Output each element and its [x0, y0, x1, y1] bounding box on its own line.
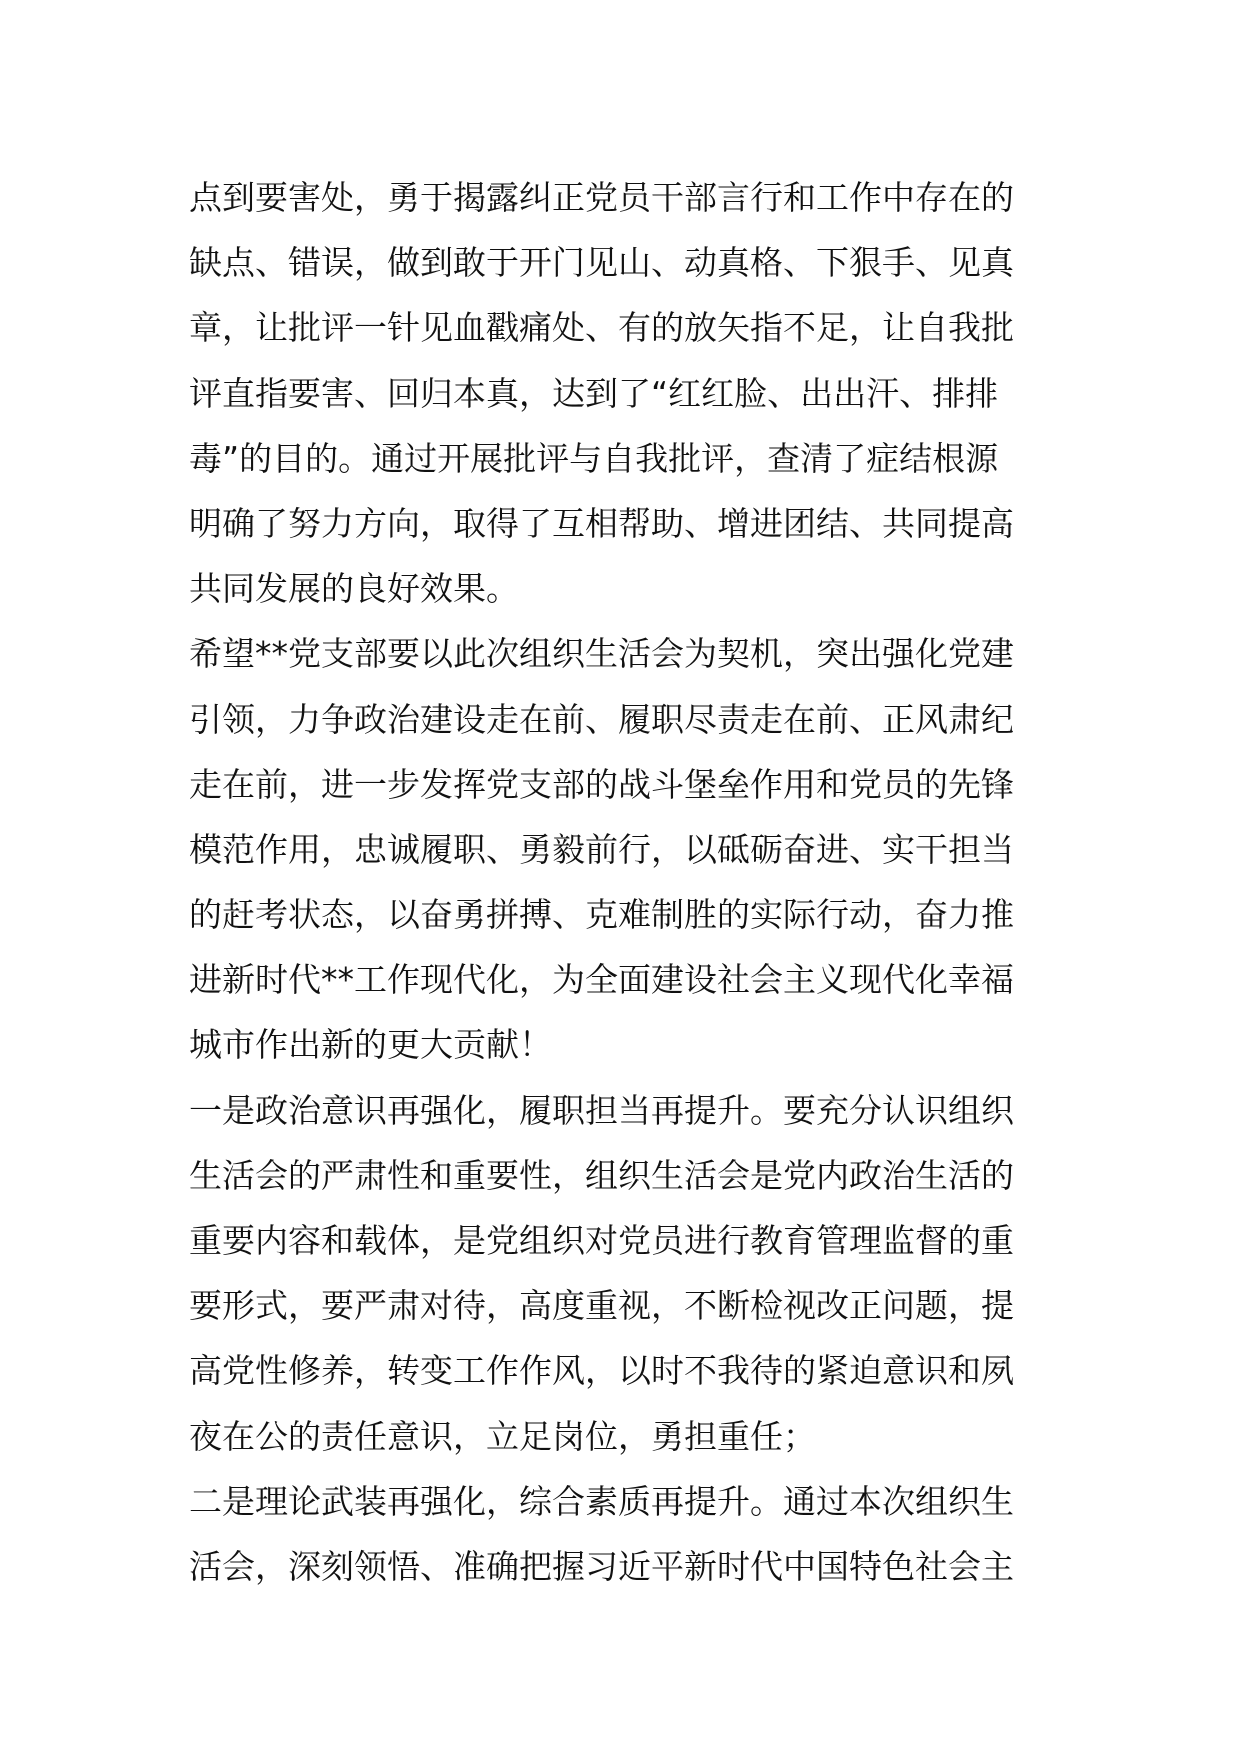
text-line: 城市作出新的更大贡献！: [189, 1025, 552, 1065]
text-line: 缺点、错误，做到敢于开门见山、动真格、下狠手、见真: [189, 243, 1014, 283]
text-line: 走在前，进一步发挥党支部的战斗堡垒作用和党员的先锋: [189, 764, 1014, 804]
text-line: 引领，力争政治建设走在前、履职尽责走在前、正风肃纪: [189, 699, 1014, 739]
text-line: 重要内容和载体，是党组织对党员进行教育管理监督的重: [189, 1221, 1014, 1260]
text-line: 一是政治意识再强化，履职担当再提升。要充分认识组织: [189, 1090, 1014, 1130]
text-line: 评直指要害、回归本真，达到了“红红脸、出出汗、排排: [189, 373, 999, 413]
text-line: 明确了努力方向，取得了互相帮助、增进团结、共同提高: [189, 503, 1014, 543]
text-line: 点到要害处，勇于揭露纠正党员干部言行和工作中存在的: [189, 178, 1014, 217]
text-line: 的赶考状态，以奋勇拼搏、克难制胜的实际行动，奋力推: [189, 895, 1014, 935]
text-line: 生活会的严肃性和重要性，组织生活会是党内政治生活的: [189, 1155, 1014, 1195]
text-line: 进新时代**工作现代化，为全面建设社会主义现代化幸福: [189, 960, 1014, 1000]
text-line: 要形式，要严肃对待，高度重视，不断检视改正问题，提: [189, 1286, 1014, 1326]
body-text: [189, 165, 1069, 1599]
text-line: 模范作用，忠诚履职、勇毅前行，以砥砺奋进、实干担当: [189, 829, 1014, 869]
text-line: 共同发展的良好效果。: [189, 569, 519, 609]
text-line: 二是理论武装再强化，综合素质再提升。通过本次组织生: [189, 1481, 1014, 1521]
text-line: 希望**党支部要以此次组织生活会为契机，突出强化党建: [189, 634, 1014, 674]
text-line: 活会，深刻领悟、准确把握习近平新时代中国特色社会主: [189, 1546, 1014, 1586]
text-line: 高党性修养，转变工作作风，以时不我待的紧迫意识和夙: [189, 1351, 1014, 1391]
text-line: 章，让批评一针见血戳痛处、有的放矢指不足，让自我批: [189, 308, 1014, 348]
text-line: 夜在公的责任意识，立足岗位，勇担重任；: [189, 1416, 816, 1456]
text-line: 毒”的目的。通过开展批评与自我批评，查清了症结根源: [189, 438, 999, 478]
